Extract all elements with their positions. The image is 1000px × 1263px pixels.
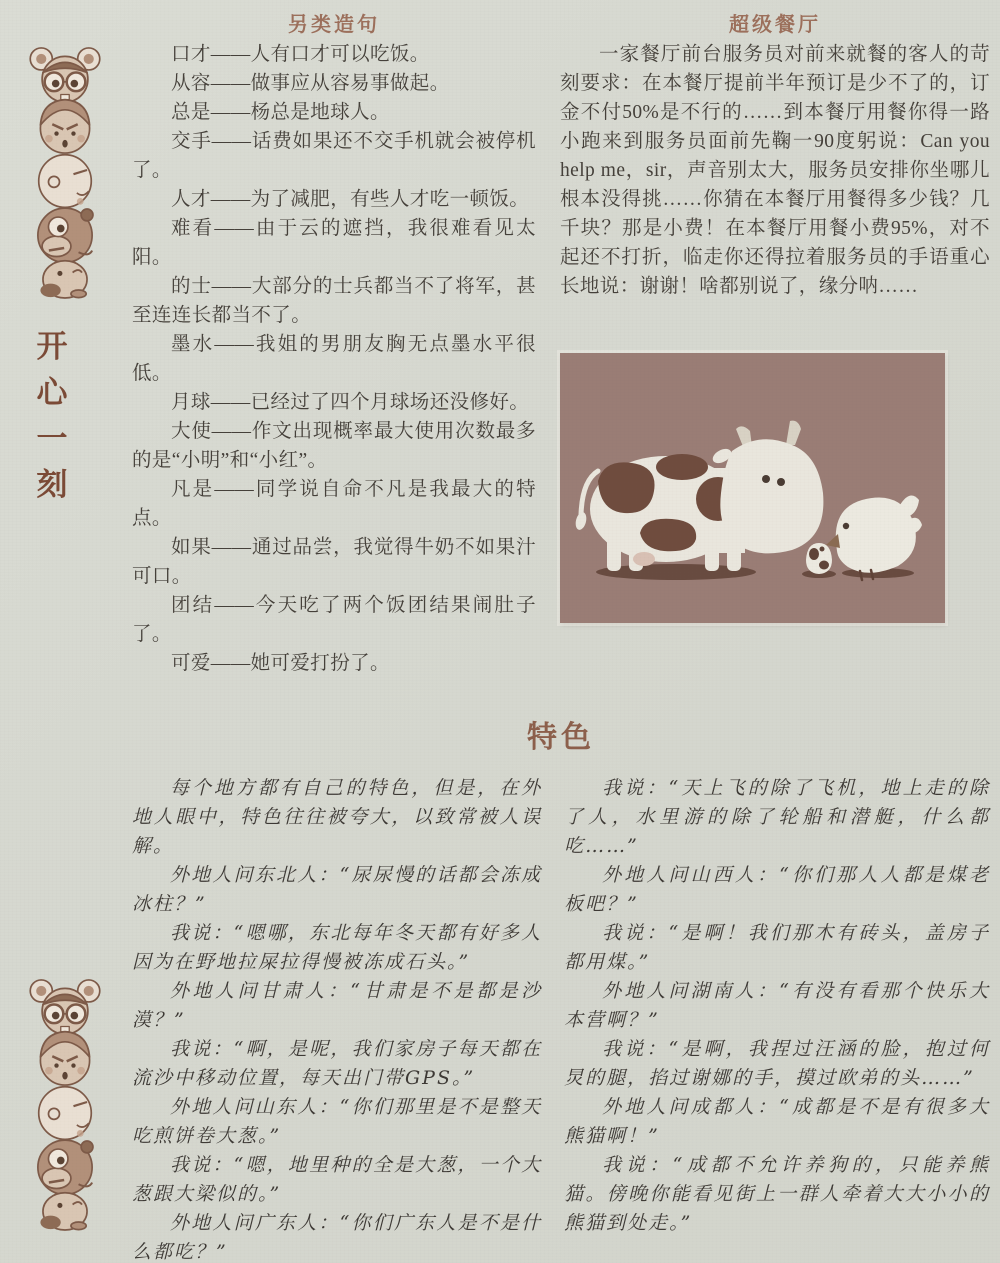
paragraph: 我说：“是啊，我捏过汪涵的脸，抱过何炅的腿，掐过谢娜的手，摸过欧弟的头……” [564, 1038, 990, 1089]
paragraph: 我说：“嗯，地里种的全是大葱，一个大葱跟大梁似的。” [132, 1154, 543, 1205]
top-section [132, 10, 990, 678]
paragraph: 我说：“成都不允许养狗的，只能养熊猫。傍晚你能看见街上一群人牵着大大小小的熊猫到处走。” [564, 1154, 990, 1234]
paragraph: 我说：“啊，是呢，我们家房子每天都在流沙中移动位置，每天出门带GPS。” [132, 1038, 543, 1089]
cartoon-totem-illustration-top [26, 20, 104, 320]
cow-chick-egg-illustration [560, 353, 945, 623]
paragraph: 总是——杨总是地球人。 [171, 102, 390, 123]
feature-section [132, 774, 990, 1263]
paragraph: 一家餐厅前台服务员对前来就餐的客人的苛刻要求：在本餐厅提前半年预订是少不了的，订金不付50%是不行的……到本餐厅用餐你得一路小跑来到服务员面前先鞠一90度躬说：Can you help me，sir，声音别太大，服务员安排你坐哪儿根本没得挑……你猜在本餐厅用餐得多少钱？几千块？那是小费！在本餐厅用餐小费95%，对不起还不打折，临走你还得拉着服务员的手语重心长地说：谢谢！啥都别说了，缘分呐…… [560, 44, 990, 297]
cartoon-totem-illustration-bottom [26, 952, 104, 1252]
page-title-char: 刻 [36, 467, 68, 502]
paragraph: 外地人问山东人：“你们那里是不是整天吃煎饼卷大葱。” [132, 1096, 543, 1147]
paragraph: 大使——作文出现概率最大使用次数最多的是“小明”和“小红”。 [132, 421, 536, 471]
paragraph: 团结——今天吃了两个饭团结果闹肚子了。 [132, 595, 536, 645]
super-restaurant-body [560, 40, 990, 301]
alt-sentences-heading: 另类造句 [288, 14, 380, 36]
paragraph: 人才——为了减肥，有些人才吃一顿饭。 [171, 189, 530, 210]
page-title-char: 一 [36, 421, 68, 456]
paragraph: 每个地方都有自己的特色，但是，在外地人眼中，特色往往被夸大，以致常被人误解。 [132, 777, 543, 857]
paragraph: 墨水——我姐的男朋友胸无点墨水平很低。 [132, 334, 536, 384]
paragraph: 我说：“天上飞的除了飞机，地上走的除了人，水里游的除了轮船和潜艇，什么都吃……” [564, 777, 990, 857]
content-area [132, 10, 990, 1263]
feature-column-left [132, 774, 542, 1263]
feature-section-heading: 特色 [527, 721, 595, 754]
paragraph: 凡是——同学说自命不凡是我最大的特点。 [132, 479, 536, 529]
paragraph: 外地人问甘肃人：“甘肃是不是都是沙漠？” [132, 980, 543, 1031]
super-restaurant-heading: 超级餐厅 [729, 14, 821, 36]
paragraph: 我说：“嗯哪，东北每年冬天都有好多人因为在野地拉屎拉得慢被冻成石头。” [132, 922, 543, 973]
paragraph: 外地人问广东人：“你们广东人是不是什么都吃？” [132, 1212, 543, 1263]
paragraph: 可爱——她可爱打扮了。 [171, 653, 390, 674]
alt-sentences-body [132, 40, 536, 678]
paragraph: 外地人问湖南人：“有没有看那个快乐大本营啊？” [564, 980, 990, 1031]
paragraph: 的士——大部分的士兵都当不了将军，甚至连连长都当不了。 [132, 276, 536, 326]
paragraph: 我说：“是啊！我们那木有砖头，盖房子都用煤。” [564, 922, 990, 973]
paragraph: 交手——话费如果还不交手机就会被停机了。 [132, 131, 536, 181]
paragraph: 难看——由于云的遮挡，我很难看见太阳。 [132, 218, 536, 268]
paragraph: 如果——通过品尝，我觉得牛奶不如果汁可口。 [132, 537, 536, 587]
column-super-restaurant [560, 10, 990, 678]
spotted-egg [806, 543, 832, 574]
paragraph: 月球——已经过了四个月球场还没修好。 [171, 392, 530, 413]
page-title-vertical [30, 324, 74, 508]
page-title-char: 开 [36, 329, 68, 364]
paragraph: 外地人问东北人：“尿尿慢的话都会冻成冰柱？” [132, 864, 543, 915]
column-alt-sentences [132, 10, 536, 678]
page-title-char: 心 [36, 375, 68, 410]
paragraph: 从容——做事应从容易事做起。 [171, 73, 450, 94]
paragraph: 外地人问山西人：“你们那人人都是煤老板吧？” [564, 864, 990, 915]
paragraph: 口才——人有口才可以吃饭。 [171, 44, 430, 65]
feature-column-right [564, 774, 990, 1263]
paragraph: 外地人问成都人：“成都是不是有很多大熊猫啊！” [564, 1096, 990, 1147]
